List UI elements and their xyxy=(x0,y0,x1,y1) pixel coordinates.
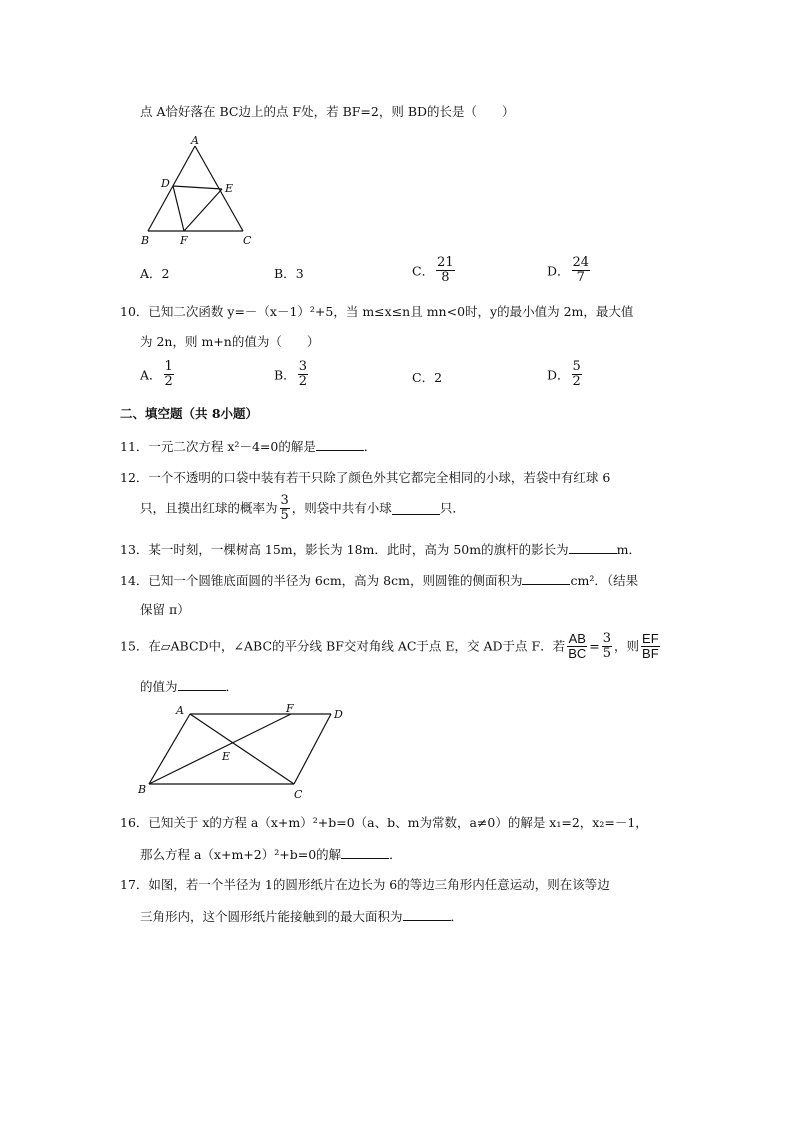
q10-line-1: 10．已知二次函数 y=－（x－1）²+5，当 m≤x≤n且 mn<0时，y的最小值为 2m，最大值 xyxy=(120,304,634,319)
q9-option-b[interactable]: B．3 xyxy=(274,266,304,281)
label-b: B xyxy=(141,234,150,247)
q10-option-c[interactable]: C．2 xyxy=(412,370,443,385)
q14-line-2: 保留 π） xyxy=(140,602,190,617)
q16-line-1: 16．已知关于 x的方程 a（x+m）²+b=0（a、b、m为常数，a≠0）的解是 x₁=2，x₂=－1， xyxy=(120,815,648,830)
q17-line-1: 17．如图，若一个半径为 1的圆形纸片在边长为 6的等边三角形内任意运动，则在该等边 xyxy=(120,877,610,892)
q15-line-2: 的值为 ． xyxy=(140,679,239,694)
q17-line-2: 三角形内，这个圆形纸片能接触到的最大面积为 ． xyxy=(140,909,464,924)
answer-blank[interactable] xyxy=(403,908,451,921)
edge-dc xyxy=(294,714,331,784)
q11: 11．一元二次方程 x²－4=0的解是 ． xyxy=(120,439,377,454)
q9-option-c[interactable]: C． $\frac{21}{8}$ xyxy=(412,255,454,285)
q12-line-1: 12．一个不透明的口袋中装有若干只除了颜色外其它都完全相同的小球，若袋中有红球 6 xyxy=(120,470,611,485)
q14-line-1: 14．已知一个圆锥底面圆的半径为 6cm，高为 8cm，则圆锥的侧面积为 cm²．（结果 xyxy=(120,573,639,588)
q15-line-1: 15．在▱ABCD中，∠ABC的平分线 BF交对角线 AC于点 E，交 AD于点 F．若 $\frac{AB}{BC}$ = $\frac{3}{5}$ ，则 $\frac{EF}{BF}$ xyxy=(120,631,659,661)
q9-option-a[interactable]: A．2 xyxy=(140,266,170,281)
q10-option-b[interactable]: B． $\frac{3}{2}$ xyxy=(274,359,307,389)
fraction: $\frac{AB}{BC}$ xyxy=(568,631,587,661)
label-c: C xyxy=(294,788,303,801)
fraction: $\frac{21}{8}$ xyxy=(437,255,454,285)
q13: 13．某一时刻，一棵树高 15m，影长为 18m．此时，高为 50m的旗杆的影长为 m． xyxy=(120,542,641,557)
label-f: F xyxy=(180,234,188,247)
fraction: $\frac{3}{5}$ xyxy=(280,493,289,523)
section-heading: 二、填空题（共 8小题） xyxy=(120,406,259,421)
fraction: $\frac{EF}{BF}$ xyxy=(642,631,659,661)
q10-line-2: 为 2n，则 m+n的值为（ ） xyxy=(140,334,320,349)
label-e: E xyxy=(225,182,234,195)
bisector-bf xyxy=(149,714,291,784)
answer-blank[interactable] xyxy=(341,846,389,859)
label-d: D xyxy=(161,177,170,190)
q10-option-d[interactable]: D． $\frac{5}{2}$ xyxy=(547,359,581,389)
label-a: A xyxy=(176,704,184,717)
fraction: $\frac{1}{2}$ xyxy=(164,359,173,389)
fraction: $\frac{3}{5}$ xyxy=(602,631,612,661)
fraction: $\frac{24}{7}$ xyxy=(572,255,590,285)
diagonal-ac xyxy=(190,714,294,784)
label-a: A xyxy=(191,134,199,147)
q16-line-2: 那么方程 a（x+m+2）²+b=0的解 ． xyxy=(140,847,402,862)
q10-option-a[interactable]: A． $\frac{1}{2}$ xyxy=(140,359,173,389)
fraction: $\frac{3}{2}$ xyxy=(298,359,307,389)
label-d: D xyxy=(334,708,343,721)
label-b: B xyxy=(138,783,147,796)
fraction: $\frac{5}{2}$ xyxy=(572,359,581,389)
q12-line-2: 只，且摸出红球的概率为 $\frac{3}{5}$ ，则袋中共有小球 只． xyxy=(140,493,465,523)
label-f: F xyxy=(286,702,294,715)
label-e: E xyxy=(222,750,231,763)
q9-continuation: 点 A恰好落在 BC边上的点 F处，若 BF=2，则 BD的长是（ ） xyxy=(140,104,515,119)
q9-option-d[interactable]: D． $\frac{24}{7}$ xyxy=(547,255,590,285)
label-c: C xyxy=(243,234,252,247)
